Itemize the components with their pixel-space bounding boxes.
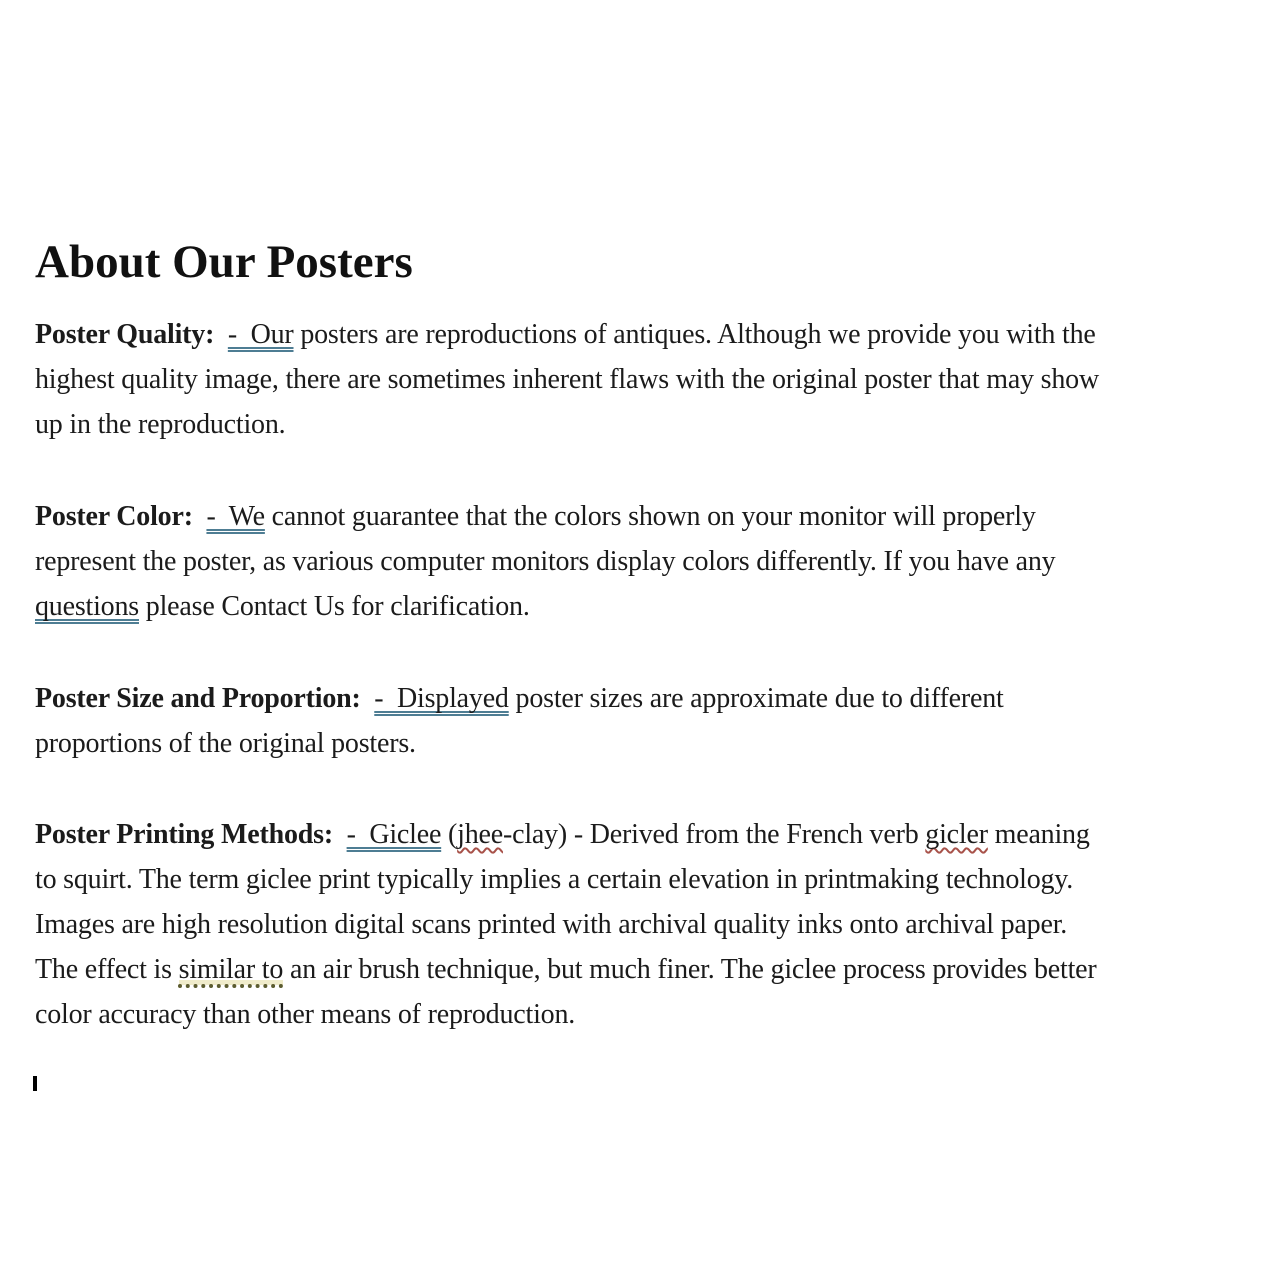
text-line <box>35 584 1250 629</box>
text-run: to squirt. The term giclee print typically implies a certain elevation in printmaking technology. <box>35 864 1074 895</box>
text-cursor-mark <box>33 1076 37 1091</box>
text-run: represent the poster, as various computer monitors display colors differently. If you have any <box>35 546 1056 577</box>
text-line <box>35 812 1250 857</box>
text-line <box>35 902 1250 947</box>
text-line <box>35 721 1250 766</box>
text-run: color accuracy than other means of reproduction. <box>35 999 576 1030</box>
text-run: meaning <box>987 819 1090 850</box>
text-run: please Contact Us for clarification. <box>138 591 530 622</box>
text-line <box>35 494 1250 539</box>
text-run: cannot guarantee that the colors shown on your monitor will properly <box>264 501 1036 532</box>
text-line <box>35 857 1250 902</box>
text-run: -clay) - Derived from the French verb <box>502 819 926 850</box>
label-gap <box>214 319 228 350</box>
label-gap <box>361 683 375 714</box>
tracked-change-text: questions <box>35 591 139 622</box>
page-title: About Our Posters <box>35 236 413 289</box>
paragraph-poster-quality <box>35 312 1250 447</box>
section-label: Poster Size and Proportion: <box>35 683 361 714</box>
text-line <box>35 539 1250 584</box>
text-line <box>35 357 1250 402</box>
misspelled-word: gicler <box>925 819 988 850</box>
text-run: up in the reproduction. <box>35 409 286 440</box>
text-line <box>35 312 1250 357</box>
text-run: an air brush technique, but much finer. The giclee process provides better <box>283 954 1097 985</box>
section-label: Poster Printing Methods: <box>35 819 333 850</box>
text-run: The effect is <box>35 954 179 985</box>
tracked-change-text: - Giclee <box>346 819 442 850</box>
text-line <box>35 947 1250 992</box>
paragraph-poster-printing <box>35 812 1250 1037</box>
label-gap <box>193 501 207 532</box>
text-line <box>35 402 1250 447</box>
paragraph-poster-size <box>35 676 1250 766</box>
section-label: Poster Color: <box>35 501 193 532</box>
grammar-flagged-text: similar to <box>178 954 284 985</box>
paragraph-poster-color <box>35 494 1250 629</box>
text-run: highest quality image, there are sometimes inherent flaws with the original poster that may show <box>35 364 1099 395</box>
text-run: proportions of the original posters. <box>35 728 416 759</box>
misspelled-word: jhee <box>457 819 503 850</box>
text-run: Images are high resolution digital scans printed with archival quality inks onto archival paper. <box>35 909 1068 940</box>
tracked-change-text: - Our <box>227 319 294 350</box>
text-run: posters are reproductions of antiques. Although we provide you with the <box>293 319 1096 350</box>
section-label: Poster Quality: <box>35 319 215 350</box>
text-run: poster sizes are approximate due to different <box>508 683 1004 714</box>
label-gap <box>333 819 347 850</box>
tracked-change-text: - Displayed <box>374 683 509 714</box>
tracked-change-text: - We <box>206 501 265 532</box>
text-run: ( <box>441 819 458 850</box>
text-line <box>35 676 1250 721</box>
text-line <box>35 992 1250 1037</box>
